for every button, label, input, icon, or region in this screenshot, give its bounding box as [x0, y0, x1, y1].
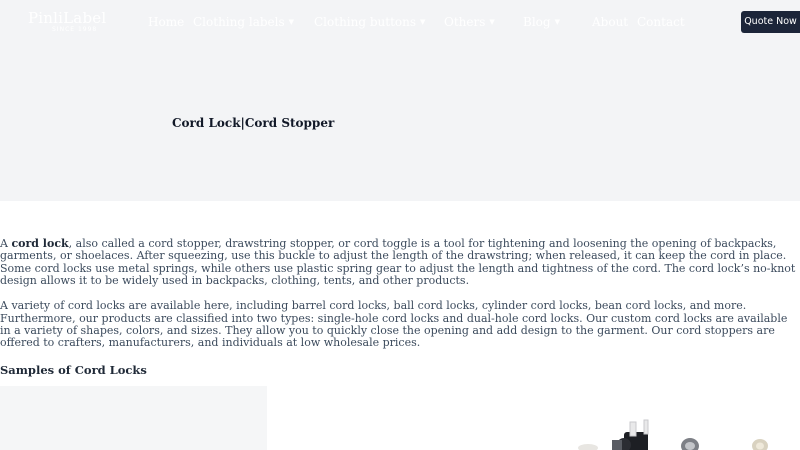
site-logo[interactable]	[28, 10, 106, 33]
samples-heading: Samples of Cord Locks	[0, 363, 147, 377]
variety-paragraph: A variety of cord locks are available here, including barrel cord locks, ball cord locks, cylinder cord locks, bean cord locks, and more. Furthermore, our products are classified into two types: single-hole cord locks and dual-hole cord locks. Our custom cord locks are available in a variety of shapes, colors, and sizes. They allow you to quickly close the opening and add design to the garment. Our cord stoppers are offered to crafters, manufacturers, and individuals at low wholesale prices.	[0, 299, 788, 350]
sample-image-placeholder	[0, 386, 267, 450]
nav-item-home[interactable]	[148, 15, 193, 29]
nav-item-label: Home	[148, 15, 185, 29]
nav-item-label: Contact	[637, 15, 685, 29]
cord-lock-term: cord lock	[11, 237, 69, 250]
page-title: Cord Lock|Cord Stopper	[172, 116, 335, 130]
nav-item-label: Others	[444, 15, 486, 29]
cord-locks-sample-image	[560, 400, 800, 450]
nav-item-about[interactable]	[592, 15, 637, 29]
nav-item-blog[interactable]	[523, 15, 592, 29]
site-header	[0, 0, 800, 44]
nav-item-clothing-buttons[interactable]	[314, 15, 444, 29]
intro-text-start: A	[0, 237, 12, 250]
cord-locks-photo	[560, 400, 800, 450]
nav-item-clothing-labels[interactable]	[193, 15, 314, 29]
nav-item-label: About	[592, 15, 629, 29]
nav-item-label: Clothing labels	[193, 15, 285, 29]
logo-name: PinliLabel	[28, 9, 107, 27]
main-nav	[148, 15, 685, 29]
nav-item-label: Clothing buttons	[314, 15, 417, 29]
nav-item-label: Blog	[523, 15, 551, 29]
nav-item-others[interactable]	[444, 15, 523, 29]
chevron-down-icon: ▼	[554, 18, 560, 26]
intro-text-rest: , also called a cord stopper, drawstring stopper, or cord toggle is a tool for tightening and loosening the opening of backpacks, garments, or shoelaces. After squeezing, use this buckle to adjust the length of the drawstring; when released, it can keep the cord in place. Some cord locks use metal springs, while others use plastic spring gear to adjust the length and tightness of the cord. The cord lock’s no-knot design allows it to be widely used in backpacks, clothing, tents, and other products.	[0, 237, 796, 288]
logo-tagline: SINCE 1998	[52, 26, 98, 33]
chevron-down-icon: ▼	[489, 18, 495, 26]
intro-paragraph	[0, 238, 800, 288]
chevron-down-icon: ▼	[288, 18, 295, 26]
quote-now-button[interactable]: Quote Now	[741, 11, 800, 33]
chevron-down-icon: ▼	[420, 18, 426, 26]
nav-item-contact[interactable]	[637, 15, 685, 29]
article-content	[0, 238, 800, 362]
